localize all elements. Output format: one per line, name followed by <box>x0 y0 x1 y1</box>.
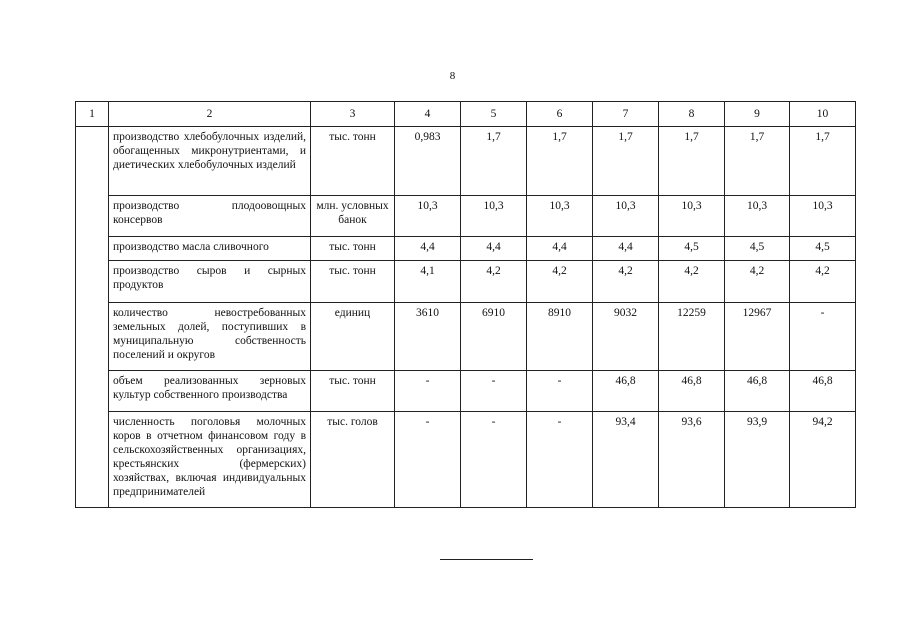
value-cell: - <box>461 412 527 508</box>
value-cell: 4,4 <box>395 237 461 261</box>
indicator-name: производство масла сливочного <box>109 237 311 261</box>
value-cell: 1,7 <box>593 127 659 196</box>
indicator-name: производство хлебобулочных изделий, обогащенных микронутриентами, и диетических хлебобулочных изделий <box>109 127 311 196</box>
value-cell: 10,3 <box>659 196 725 237</box>
value-cell: 94,2 <box>790 412 856 508</box>
value-cell: 10,3 <box>790 196 856 237</box>
value-cell: 1,7 <box>659 127 725 196</box>
table-row <box>76 303 856 371</box>
value-cell: 10,3 <box>725 196 790 237</box>
value-cell: 10,3 <box>593 196 659 237</box>
value-cell: 4,2 <box>790 261 856 303</box>
value-cell: 1,7 <box>790 127 856 196</box>
unit-cell: тыс. тонн <box>311 127 395 196</box>
end-rule <box>440 559 533 560</box>
value-cell: 4,5 <box>659 237 725 261</box>
value-cell: 46,8 <box>790 371 856 412</box>
value-cell: 10,3 <box>461 196 527 237</box>
value-cell: 46,8 <box>659 371 725 412</box>
value-cell: 6910 <box>461 303 527 371</box>
value-cell: 4,4 <box>527 237 593 261</box>
value-cell: 4,4 <box>593 237 659 261</box>
indicator-name: производство плодоовощных консервов <box>109 196 311 237</box>
value-cell: 4,5 <box>725 237 790 261</box>
indicators-table <box>75 101 856 508</box>
table-row <box>76 237 856 261</box>
column-header: 5 <box>461 102 527 127</box>
column-header: 10 <box>790 102 856 127</box>
value-cell: 46,8 <box>593 371 659 412</box>
value-cell: 4,2 <box>461 261 527 303</box>
value-cell: 1,7 <box>461 127 527 196</box>
table-row <box>76 412 856 508</box>
value-cell: 8910 <box>527 303 593 371</box>
value-cell: 93,6 <box>659 412 725 508</box>
unit-cell: млн. условных банок <box>311 196 395 237</box>
header-row <box>76 102 856 127</box>
value-cell: 4,4 <box>461 237 527 261</box>
value-cell: 12967 <box>725 303 790 371</box>
table-row <box>76 196 856 237</box>
unit-cell: тыс. голов <box>311 412 395 508</box>
value-cell: - <box>395 371 461 412</box>
unit-cell: единиц <box>311 303 395 371</box>
indicator-name: количество невостребованных земельных долей, поступивших в муниципальную собственность поселений и округов <box>109 303 311 371</box>
value-cell: - <box>527 412 593 508</box>
value-cell: 93,9 <box>725 412 790 508</box>
table-row <box>76 371 856 412</box>
row-number-cell <box>76 127 109 508</box>
indicator-name: численность поголовья молочных коров в отчетном финансовом году в сельскохозяйственных организациях, крестьянских (фермерских) хозяйствах, включая индивидуальных предпринимателей <box>109 412 311 508</box>
unit-cell: тыс. тонн <box>311 371 395 412</box>
table-row <box>76 127 856 196</box>
value-cell: 4,5 <box>790 237 856 261</box>
value-cell: - <box>527 371 593 412</box>
value-cell: 3610 <box>395 303 461 371</box>
value-cell: 4,2 <box>527 261 593 303</box>
value-cell: 4,2 <box>725 261 790 303</box>
value-cell: 9032 <box>593 303 659 371</box>
column-header: 4 <box>395 102 461 127</box>
column-header: 9 <box>725 102 790 127</box>
value-cell: 0,983 <box>395 127 461 196</box>
column-header: 1 <box>76 102 109 127</box>
unit-cell: тыс. тонн <box>311 261 395 303</box>
column-header: 2 <box>109 102 311 127</box>
value-cell: 93,4 <box>593 412 659 508</box>
value-cell: - <box>395 412 461 508</box>
column-header: 3 <box>311 102 395 127</box>
value-cell: 46,8 <box>725 371 790 412</box>
column-header: 6 <box>527 102 593 127</box>
value-cell: - <box>790 303 856 371</box>
value-cell: 1,7 <box>527 127 593 196</box>
value-cell: - <box>461 371 527 412</box>
value-cell: 1,7 <box>725 127 790 196</box>
indicator-name: производство сыров и сырных продуктов <box>109 261 311 303</box>
column-header: 7 <box>593 102 659 127</box>
value-cell: 4,1 <box>395 261 461 303</box>
page-number: 8 <box>449 70 456 82</box>
value-cell: 12259 <box>659 303 725 371</box>
indicator-name: объем реализованных зерновых культур собственного производства <box>109 371 311 412</box>
value-cell: 4,2 <box>659 261 725 303</box>
value-cell: 10,3 <box>395 196 461 237</box>
value-cell: 10,3 <box>527 196 593 237</box>
column-header: 8 <box>659 102 725 127</box>
value-cell: 4,2 <box>593 261 659 303</box>
unit-cell: тыс. тонн <box>311 237 395 261</box>
table-row <box>76 261 856 303</box>
